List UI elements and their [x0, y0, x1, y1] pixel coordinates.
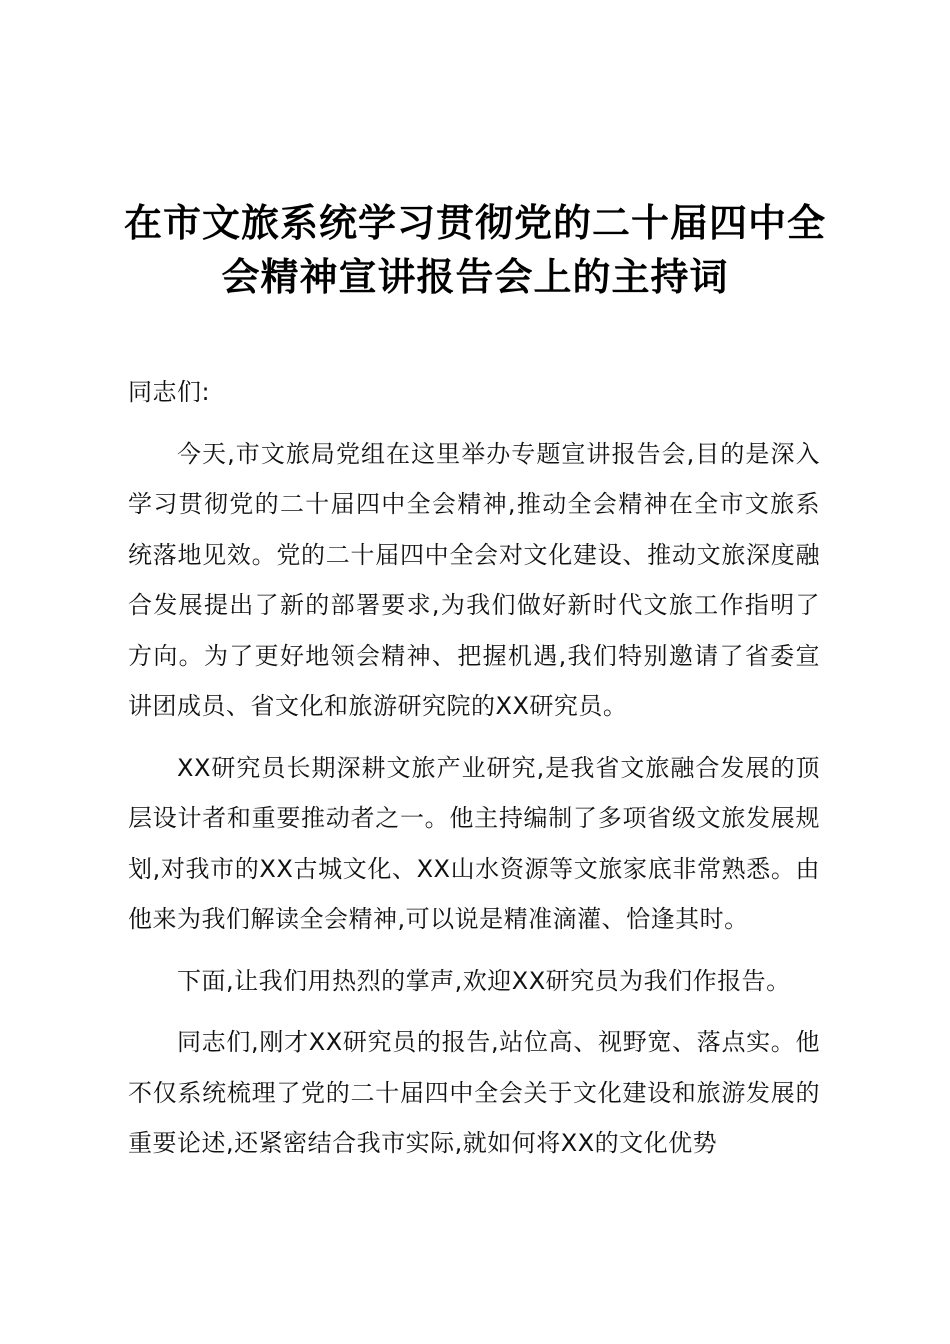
paragraph-welcome: 下面,让我们用热烈的掌声,欢迎XX研究员为我们作报告。 — [177, 966, 791, 995]
document-body — [128, 367, 820, 1180]
paragraph-speaker-intro: XX研究员长期深耕文旅产业研究,是我省文旅融合发展的顶层设计者和重要推动者之一。他主持编制了多项省级文旅发展规划,对我市的XX古城文化、XX山水资源等文旅家底非常熟悉。由他来为我们解读全会精神,可以说是精准滴灌、恰逢其时。 — [128, 753, 820, 933]
paragraph-summary: 同志们,刚才XX研究员的报告,站位高、视野宽、落点实。他不仅系统梳理了党的二十届四中全会关于文化建设和旅游发展的重要论述,还紧密结合我市实际,就如何将XX的文化优势 — [128, 1028, 820, 1157]
document-title-line-1: 在市文旅系统学习贯彻党的二十届四中全 — [123, 200, 826, 245]
document-title-line-2: 会精神宣讲报告会上的主持词 — [221, 254, 729, 299]
salutation: 同志们: — [128, 378, 211, 406]
document-title — [100, 196, 850, 304]
paragraph-opening: 今天,市文旅局党组在这里举办专题宣讲报告会,目的是深入学习贯彻党的二十届四中全会精神,推动全会精神在全市文旅系统落地见效。党的二十届四中全会对文化建设、推动文旅深度融合发展提出了新的部署要求,为我们做好新时代文旅工作指明了方向。为了更好地领会精神、把握机遇,我们特别邀请了省委宣讲团成员、省文化和旅游研究院的XX研究员。 — [128, 439, 820, 720]
